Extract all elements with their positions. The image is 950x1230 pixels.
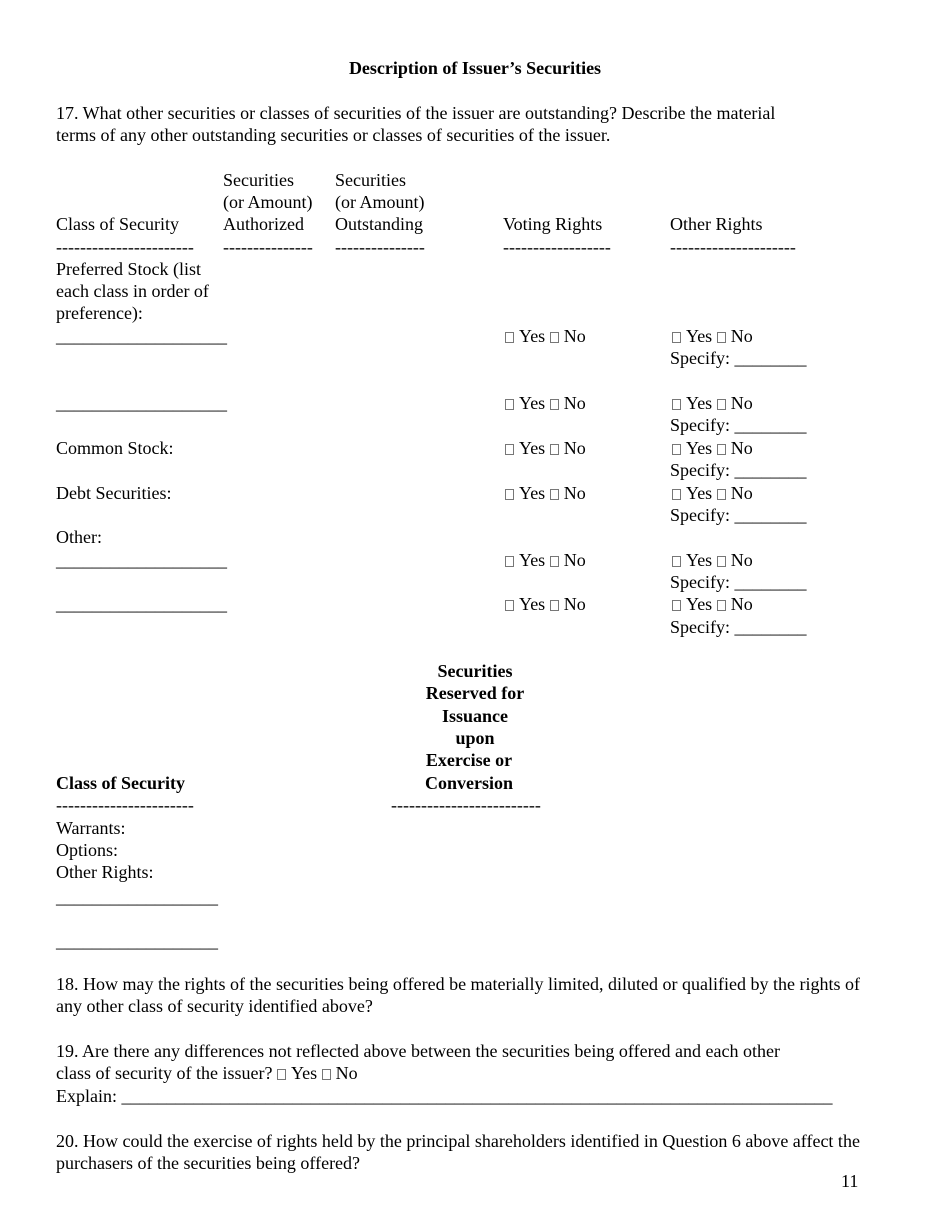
voting-rights-choice: Yes No: [505, 593, 586, 616]
yes-checkbox[interactable]: [505, 399, 514, 410]
specify-field[interactable]: Specify: ________: [670, 460, 807, 480]
yes-checkbox[interactable]: [505, 556, 514, 567]
other-rights-choice: Yes No: [672, 549, 753, 572]
no-checkbox[interactable]: [550, 489, 559, 500]
q20-line1: 20. How could the exercise of rights held by the principal shareholders identified in Question 6 above affect the: [56, 1131, 860, 1151]
no-checkbox[interactable]: [550, 332, 559, 343]
no-checkbox[interactable]: [717, 600, 726, 611]
no-checkbox[interactable]: [550, 556, 559, 567]
yes-checkbox[interactable]: [672, 600, 681, 611]
voting-rights-choice: Yes No: [505, 392, 586, 415]
preferred-class-blank-1[interactable]: ___________________: [56, 326, 227, 346]
section-title: Description of Issuer’s Securities: [348, 58, 602, 78]
no-label: No: [335, 1063, 358, 1083]
yes-checkbox[interactable]: [672, 556, 681, 567]
common-stock-label: Common Stock:: [56, 438, 174, 458]
reserved-header-3: Issuance: [441, 706, 508, 726]
no-checkbox[interactable]: [550, 600, 559, 611]
voting-rights-choice: Yes No: [505, 437, 586, 460]
preferred-class-blank-2[interactable]: ___________________: [56, 393, 227, 413]
options-label: Options:: [56, 840, 119, 860]
header-authorized-2: (or Amount): [223, 192, 313, 212]
other-rights-choice: Yes No: [672, 482, 753, 505]
voting-rights-choice: Yes No: [505, 482, 586, 505]
no-checkbox[interactable]: [717, 489, 726, 500]
warrants-label: Warrants:: [56, 818, 126, 838]
preferred-stock-label-1: Preferred Stock (list: [56, 259, 201, 279]
specify-field[interactable]: Specify: ________: [670, 415, 807, 435]
no-checkbox[interactable]: [717, 444, 726, 455]
reserved-header-4: upon: [455, 728, 495, 748]
q18-line1: 18. How may the rights of the securities being offered be materially limited, diluted or qualified by the rights of: [56, 974, 860, 994]
table2-dashes-reserved: -------------------------: [391, 795, 541, 815]
voting-rights-choice: Yes No: [505, 549, 586, 572]
header-dashes-outstanding: ---------------: [335, 237, 425, 257]
header-outstanding-2: (or Amount): [335, 192, 425, 212]
reserved-header-5: Exercise or: [425, 750, 513, 770]
other-rights-label: Other Rights:: [56, 862, 154, 882]
other-label: Other:: [56, 527, 102, 547]
voting-rights-choice: Yes No: [505, 325, 586, 348]
q19-explain-field[interactable]: Explain: _______________________________________________________________________________: [56, 1086, 833, 1106]
no-checkbox[interactable]: [322, 1069, 331, 1080]
specify-field[interactable]: Specify: ________: [670, 572, 807, 592]
other-rights-choice: Yes No: [672, 593, 753, 616]
yes-checkbox[interactable]: [672, 489, 681, 500]
q18-line2: any other class of security identified above?: [56, 996, 373, 1016]
q19-line1: 19. Are there any differences not reflected above between the securities being offered and each other: [56, 1041, 780, 1061]
yes-checkbox[interactable]: [672, 332, 681, 343]
yes-checkbox[interactable]: [505, 489, 514, 500]
yes-checkbox[interactable]: [277, 1069, 286, 1080]
specify-field[interactable]: Specify: ________: [670, 617, 807, 637]
yes-checkbox[interactable]: [672, 399, 681, 410]
q19-question-text: class of security of the issuer?: [56, 1063, 273, 1083]
yes-label: Yes: [290, 1063, 318, 1083]
q17-line1: 17. What other securities or classes of securities of the issuer are outstanding? Describe the material: [56, 103, 776, 123]
no-checkbox[interactable]: [717, 556, 726, 567]
yes-checkbox[interactable]: [505, 600, 514, 611]
preferred-stock-label-3: preference):: [56, 303, 143, 323]
q20-line2: purchasers of the securities being offered?: [56, 1153, 361, 1173]
header-other-rights: Other Rights: [670, 214, 763, 234]
header-dashes-authorized: ---------------: [223, 237, 313, 257]
header-authorized-1: Securities: [223, 170, 294, 190]
reserved-header-2: Reserved for: [425, 683, 525, 703]
header-outstanding-1: Securities: [335, 170, 406, 190]
other-rights-choice: Yes No: [672, 325, 753, 348]
header-dashes-class: -----------------------: [56, 237, 194, 257]
header-outstanding-3: Outstanding: [335, 214, 423, 234]
preferred-stock-label-2: each class in order of: [56, 281, 209, 301]
header-authorized-3: Authorized: [223, 214, 304, 234]
table2-dashes-class: -----------------------: [56, 795, 194, 815]
yes-checkbox[interactable]: [505, 332, 514, 343]
other-rights-blank-1[interactable]: __________________: [56, 887, 218, 907]
reserved-header-1: Securities: [437, 661, 513, 681]
other-rights-choice: Yes No: [672, 392, 753, 415]
other-rights-choice: Yes No: [672, 437, 753, 460]
debt-securities-label: Debt Securities:: [56, 483, 172, 503]
no-checkbox[interactable]: [717, 332, 726, 343]
other-rights-blank-2[interactable]: __________________: [56, 931, 218, 951]
other-class-blank-2[interactable]: ___________________: [56, 594, 227, 614]
other-class-blank-1[interactable]: ___________________: [56, 550, 227, 570]
yes-checkbox[interactable]: [672, 444, 681, 455]
no-checkbox[interactable]: [550, 444, 559, 455]
specify-field[interactable]: Specify: ________: [670, 348, 807, 368]
header-class-of-security: Class of Security: [56, 214, 179, 234]
q17-line2: terms of any other outstanding securities or classes of securities of the issuer.: [56, 125, 611, 145]
page-number: 11: [841, 1171, 859, 1191]
q19-line2: [56, 1062, 358, 1085]
reserved-header-6: Conversion: [424, 773, 513, 793]
table2-class-header: Class of Security: [56, 773, 185, 793]
header-dashes-voting: ------------------: [503, 237, 611, 257]
header-voting-rights: Voting Rights: [503, 214, 603, 234]
no-checkbox[interactable]: [717, 399, 726, 410]
no-checkbox[interactable]: [550, 399, 559, 410]
specify-field[interactable]: Specify: ________: [670, 505, 807, 525]
header-dashes-other: ---------------------: [670, 237, 796, 257]
yes-checkbox[interactable]: [505, 444, 514, 455]
